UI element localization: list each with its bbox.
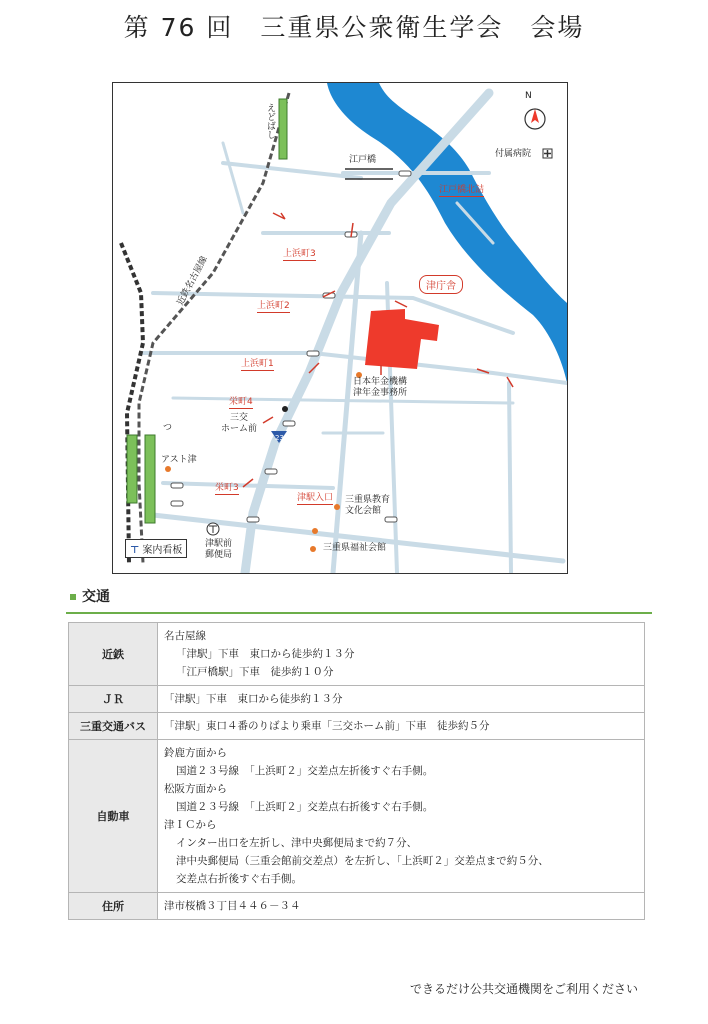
access-line: 鈴鹿方面から bbox=[164, 747, 227, 759]
hospital-label: 付属病院 bbox=[495, 149, 532, 159]
access-row bbox=[69, 893, 645, 920]
guide-sign-label: 案内看板 bbox=[142, 545, 183, 556]
access-line: 国道２３号線 「上浜町２」交差点左折後すぐ右手側。 bbox=[176, 765, 434, 777]
access-details bbox=[158, 893, 645, 920]
bus-stop-marker bbox=[282, 406, 288, 412]
compass bbox=[525, 109, 545, 129]
ast-tsu-label: アスト津 bbox=[161, 455, 197, 465]
post-office-label: 津駅前 郵便局 bbox=[205, 539, 233, 560]
education-hall-label: 三重県教育 文化会館 bbox=[345, 495, 391, 516]
access-row bbox=[69, 623, 645, 686]
page-title: 第 76 回 三重県公衆衛生学会 会場 bbox=[123, 13, 585, 42]
tsu-eki-iriguchi-label: 津駅入口 bbox=[297, 493, 334, 503]
access-mode: 自動車 bbox=[69, 740, 158, 893]
venue-building bbox=[365, 309, 439, 369]
footer-note: できるだけ公共交通機関をご利用ください bbox=[409, 982, 638, 996]
kintetsu-line-label: 近鉄名古屋線 bbox=[175, 254, 210, 308]
tsu-platform-2 bbox=[145, 435, 155, 523]
access-row bbox=[69, 713, 645, 740]
kamihama3-label: 上浜町3 bbox=[283, 249, 316, 259]
sakaemachi3-label: 栄町3 bbox=[215, 483, 239, 493]
tsu-station-label: つ bbox=[163, 423, 173, 433]
access-details bbox=[158, 686, 645, 713]
kintetsu-line bbox=[139, 93, 289, 563]
edobashi-north-label: 江戸橋北詰 bbox=[439, 185, 485, 195]
tsu-platform-1 bbox=[127, 435, 137, 503]
edobashi-bridge-label: 江戸橋 bbox=[349, 155, 377, 165]
access-line: 津市桜橋３丁目４４６－３４ bbox=[164, 900, 301, 912]
section-bullet-icon bbox=[70, 594, 76, 600]
welfare-hall-label: 三重県福祉会館 bbox=[323, 543, 387, 553]
access-line: 「津駅」下車 東口から徒歩約１３分 bbox=[164, 693, 343, 705]
access-line: 交差点右折後すぐ右手側。 bbox=[176, 873, 302, 885]
access-mode: 三重交通バス bbox=[69, 713, 158, 740]
route23-label: 23 bbox=[275, 434, 284, 442]
sakaemachi4-label: 栄町4 bbox=[229, 397, 253, 407]
sanko-stop-label: 三交 ホーム前 bbox=[221, 413, 258, 434]
access-details bbox=[158, 713, 645, 740]
guide-sign-legend bbox=[125, 539, 187, 558]
access-line: 「津駅」下車 東口から徒歩約１３分 bbox=[176, 648, 355, 660]
access-map bbox=[112, 82, 568, 574]
edobashi-station-label: えどばし bbox=[265, 103, 275, 139]
tsu-chosha-label: 津庁舎 bbox=[419, 275, 463, 294]
access-row bbox=[69, 740, 645, 893]
north-indicator: N bbox=[525, 91, 532, 101]
access-mode: 住所 bbox=[69, 893, 158, 920]
section-title: 交通 bbox=[82, 589, 110, 605]
access-line: 松阪方面から bbox=[164, 783, 227, 795]
access-line: 名古屋線 bbox=[164, 630, 206, 642]
section-heading bbox=[70, 586, 110, 606]
access-details bbox=[158, 740, 645, 893]
access-mode: 近鉄 bbox=[69, 623, 158, 686]
access-details bbox=[158, 623, 645, 686]
edobashi-platform bbox=[279, 99, 287, 159]
access-line: 「津駅」東口４番のりばより乗車「三交ホーム前」下車 徒歩約５分 bbox=[164, 720, 490, 732]
pension-office-label: 日本年金機構 津年金事務所 bbox=[353, 377, 408, 398]
access-line: 津中央郵便局（三重会館前交差点）を左折し、「上浜町２」交差点まで約５分、 bbox=[176, 855, 549, 867]
access-line: 国道２３号線 「上浜町２」交差点右折後すぐ右手側。 bbox=[176, 801, 434, 813]
kamihama2-label: 上浜町2 bbox=[257, 301, 290, 311]
access-row bbox=[69, 686, 645, 713]
section-divider bbox=[66, 612, 652, 614]
kamihama1-label: 上浜町1 bbox=[241, 359, 274, 369]
access-line: 津ＩＣから bbox=[164, 819, 217, 831]
access-line: 「江戸橋駅」下車 徒歩約１０分 bbox=[176, 666, 334, 678]
guide-sign-icon: ⊤ bbox=[130, 545, 140, 556]
access-table bbox=[68, 622, 645, 920]
access-line: インター出口を左折し、津中央郵便局まで約７分、 bbox=[176, 837, 418, 849]
access-mode: ＪＲ bbox=[69, 686, 158, 713]
